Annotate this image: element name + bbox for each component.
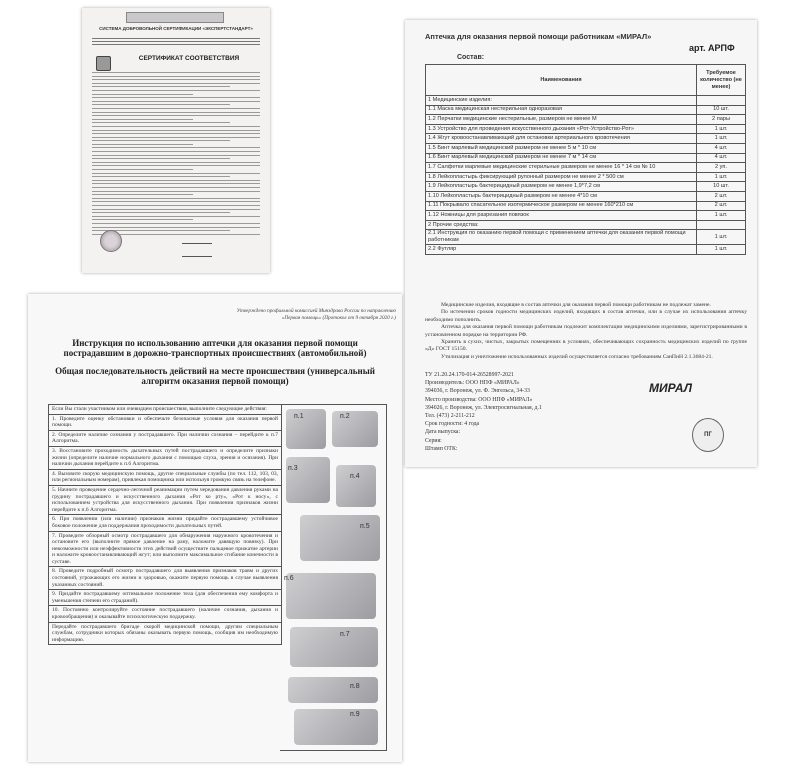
item-name: 1.8 Лейкопластырь фиксирующий рулонный размером не менее 2 * 500 см [426,172,697,182]
illustration-label: п.7 [340,631,350,638]
text-line [92,137,260,138]
certificate-sheet [82,8,270,273]
approval-note: Утверждено профильной комиссией Минздрава России по направлению «Первая помощь» (Протокол от 9 октября 2020 г.) [236,308,396,321]
text-line [92,176,230,177]
table-row [426,143,746,153]
item-name: 2 Прочие средства: [426,220,697,230]
text-line [92,119,193,120]
instruction-step: Передайте пострадавшего бригаде скорой медицинской помощи, другим специальным службам, сотрудники которых обязаны оказывать первую помощь, сообщив им необходимую информацию. [52,623,278,643]
instruction-step: 10. Постоянно контролируйте состояние пострадавшего (наличие сознания, дыхания и кровообращения) и оказывайте психологическую поддержку. [49,606,281,622]
item-name: 1.11 Покрывало спасательное изотермическое размером не менее 160*210 см [426,201,697,211]
table-row [426,220,746,230]
first-aid-illustration [300,515,380,561]
item-qty: 2 пары [697,115,746,125]
item-name: 1.1 Маска медицинская нестерильная одноразовая [426,105,697,115]
item-name: 1.5 Бинт марлевый медицинский размером не менее 5 м * 10 см [426,143,697,153]
item-name: 1.10 Лейкопластырь бактерицидный размером не менее 4*10 см [426,191,697,201]
item-qty: 1 шт. [697,230,746,245]
item-name: 2.1 Инструкция по оказанию первой помощи с применением аптечки для оказания первой помощи работникам [426,230,697,245]
text-line [92,223,260,224]
text-line [92,94,193,95]
table-header-row [426,65,746,96]
text-line [92,122,230,123]
article-number: арт. АРПФ [689,43,735,53]
text-line [92,79,260,80]
item-qty: 4 шт. [697,143,746,153]
illustration-label: п.8 [350,683,360,690]
text-line [92,183,260,184]
table-row [426,124,746,134]
text-line [92,227,260,228]
text-line [92,72,260,73]
text-line [92,158,230,159]
text-line [92,130,260,131]
certification-system: СИСТЕМА ДОБРОВОЛЬНОЙ СЕРТИФИКАЦИИ «ЭКСПЕРТСТАНДАРТ» [99,26,253,31]
first-aid-illustration [288,677,378,703]
composition-table [425,64,746,255]
item-qty: 10 шт. [697,105,746,115]
table-row [426,211,746,221]
text-line [92,198,260,199]
table-row [426,245,746,255]
item-qty: 1 шт. [697,124,746,134]
requisite-line: Дата выпуска: [425,429,461,436]
illustration-label: п.3 [288,465,298,472]
table-row [426,134,746,144]
instruction-step: Если Вы стали участником или очевидцем происшествия, выполните следующие действия: [49,405,281,415]
item-qty: 1 шт. [697,211,746,221]
certification-mark-icon: ПГ [692,418,724,452]
note-paragraph: Хранить в сухих, чистых, закрытых помещениях в условиях, обеспечивающих сохранность медицинских изделий по группе «Д» ГОСТ 15150. [425,339,747,353]
text-line [92,76,260,77]
requisite-line: 394026, г. Воронеж, ул. Электросигнальная, д.1 [425,404,542,411]
first-aid-illustration [286,409,326,449]
requisite-line: Серия: [425,437,442,444]
text-line [92,191,260,192]
item-name: 1.3 Устройство для проведения искусственного дыхания «Рот-Устройство-Рот» [426,124,697,134]
illustration-label: п.5 [360,523,370,530]
table-row [426,191,746,201]
text-line [92,115,260,116]
text-line [92,147,260,148]
text-line [92,169,193,170]
text-line [92,194,193,195]
instruction-step: 3. Восстановите проходимость дыхательных путей пострадавшего и определите признаки жизни (определите наличие нормального дыхания с помощью слуха, зрения и осязания). При наличии дыхания перейдите к п.6 Алгоритма. [49,447,281,470]
item-name: 1.6 Бинт марлевый медицинский размером не менее 7 м * 14 см [426,153,697,163]
text-line [92,90,260,91]
item-name: 1 Медицинские изделия: [426,96,697,106]
text-line [92,205,260,206]
illustration-label: п.2 [340,413,350,420]
instruction-step: 7. Проведите обзорный осмотр пострадавшего для обнаружения наружного кровотечения и остановите его (выполните прямое давление на рану, наложите давящую повязку). При невозможности или неэффективности этих действий осуществите пальцевое прижатие артерии и наложите кровоостанавливающий жгут; или выполните максимальное сгибание конечности в суставе. [49,532,281,568]
kit-requisites [425,371,665,453]
instruction-step: 4. Вызовите скорую медицинскую помощь, другие специальные службы (по тел. 112, 103, 03, или региональным номерам), привлекая помощника или используя громкую связь на телефоне. [49,470,281,486]
text-line [92,212,230,213]
signature-line [182,233,212,244]
item-qty: 1 шт. [697,172,746,182]
text-line [92,151,260,152]
kit-header: Аптечка для оказания первой помощи работникам «МИРАЛ» [425,32,652,41]
table-row [426,201,746,211]
composition-sheet [405,20,757,467]
first-aid-illustration [336,465,376,507]
item-qty: 4 шт. [697,153,746,163]
certificate-stamp [126,12,224,23]
signature-line [182,248,212,257]
text-line [92,173,260,174]
instruction-step: 2. Определите наличие сознания у пострадавшего. При наличии сознания – перейдите к п.7 Алгоритма. [49,431,281,447]
table-row [426,182,746,192]
illustration-label: п.4 [350,473,360,480]
column-header-qty: Требуемое количество (не менее) [697,65,746,96]
certificate-subheader-lines [92,38,260,46]
instruction-step: 9. Придайте пострадавшему оптимальное положение тела (для обеспечения ему комфорта и уменьшения степени его страданий). [49,590,281,606]
text-line [92,133,260,134]
item-qty [697,96,746,106]
certificate-text-lines [92,72,260,237]
table-row [426,230,746,245]
item-name: 1.12 Ножницы для разрезания повязок [426,211,697,221]
text-line [92,108,260,109]
illustrations-column [280,404,387,751]
brand-logo: МИРАЛ [649,381,692,395]
table-row [426,172,746,182]
instruction-title: Инструкция по использованию аптечки для оказания первой помощи пострадавшим в дорожно-транспортных происшествиях (автомобильной) [63,338,367,358]
text-line [92,104,230,105]
text-line [92,140,230,141]
item-qty: 1 шт. [697,134,746,144]
column-header-name: Наименования [426,65,697,96]
text-line [92,219,193,220]
text-line [92,83,260,84]
text-line [92,209,260,210]
item-qty: 10 шт. [697,182,746,192]
note-paragraph: Утилизация и уничтожение использованных изделий осуществляется согласно требованиям СанПиН 2.1.3684-21. [441,353,713,360]
table-row [426,115,746,125]
table-row [426,163,746,173]
text-line [92,144,193,145]
text-line [92,216,260,217]
first-aid-illustration [332,411,378,447]
requisite-line: Место производства: ООО НПФ «МИРАЛ» [425,396,533,403]
item-name: 2.2 Футляр [426,245,697,255]
note-paragraph: Медицинские изделия, входящие в состав аптечки для оказания первой помощи работникам не подлежат замене. [441,302,711,308]
first-aid-illustration [294,709,378,745]
text-line [92,101,260,102]
item-name: 1.2 Перчатки медицинские нестерильные, размером не менее М [426,115,697,125]
item-qty [697,220,746,230]
illustration-label: п.1 [294,413,304,420]
composition-label: Состав: [457,54,485,61]
requisite-line: Производитель: ООО НПФ «МИРАЛ» [425,380,520,387]
requisite-line: Штамп ОТК: [425,445,458,452]
table-row [426,105,746,115]
item-qty: 2 шт. [697,201,746,211]
text-line [92,86,230,87]
kit-notes [425,302,747,361]
text-line [92,187,260,188]
certificate-title: СЕРТИФИКАТ СООТВЕТСТВИЯ [138,55,240,62]
text-line [92,165,260,166]
note-paragraph: Аптечка для оказания первой помощи работникам подлежит комплектации медицинскими изделиями, зарегистрированными в установленном порядке на территории РФ. [425,324,747,338]
certificate-logo-icon [96,56,111,71]
note-paragraph: По истечении сроков годности медицинских изделий, входящих в состав аптечки, или в случае их использования аптечку необходимо пополнить. [425,309,747,323]
item-qty: 2 шт. [697,191,746,201]
text-line [92,112,260,113]
requisite-line: ТУ 21.20.24.170-014-26528997-2021 [425,372,514,378]
item-qty: 1 шт. [697,245,746,255]
instruction-step: 8. Проведите подробный осмотр пострадавшего для выявления признаков травм и других состояний, угрожающих его жизни и здоровью, окажите первую помощь в случае выявления указанных состояний. [49,567,281,590]
steps-column [48,404,282,645]
text-line [92,97,260,98]
requisite-line: Тел. (473) 2-211-212 [425,413,475,420]
instruction-step: 6. При появлении (или наличии) признаков жизни придайте пострадавшему устойчивое боковое положение для поддержания проходимости дыхательных путей. [49,515,281,531]
algorithm-title: Общая последовательность действий на месте происшествия (универсальный алгоритм оказания первой помощи) [55,366,375,386]
item-name: 1.7 Салфетки марлевые медицинские стерильные размером не менее 16 * 14 см № 10 [426,163,697,173]
text-line [92,180,260,181]
text-line [92,162,260,163]
text-line [92,155,260,156]
text-line [92,201,260,202]
seal-icon [100,230,122,252]
table-row [426,96,746,106]
item-name: 1.9 Лейкопластырь бактерицидный размером не менее 1,9*7,2 см [426,182,697,192]
instruction-sheet [28,294,402,762]
instruction-step: 5. Начните проведение сердечно-легочной реанимации путем чередования давления руками на грудину пострадавшего и искусственного дыхания «Рот ко рту», «Рот к носу», с использованием устройства для искусственного дыхания. При появлении признаков жизни перейдите к п.6 Алгоритма. [49,486,281,515]
item-qty: 2 уп. [697,163,746,173]
text-line [92,126,260,127]
illustration-label: п.6 [284,575,294,582]
requisite-line: Срок годности: 4 года [425,421,480,428]
illustration-label: п.9 [350,711,360,718]
requisite-line: 394036, г. Воронеж, ул. Ф. Энгельса, 34-33 [425,388,530,395]
first-aid-illustration [286,573,376,619]
table-row [426,153,746,163]
first-aid-illustration [290,627,378,667]
instruction-step: 1. Проведите оценку обстановки и обеспечьте безопасные условия для оказания первой помощи. [49,415,281,431]
item-name: 1.4 Жгут кровоостанавливающий для остановки артериального кровотечения [426,134,697,144]
first-aid-illustration [286,457,330,503]
